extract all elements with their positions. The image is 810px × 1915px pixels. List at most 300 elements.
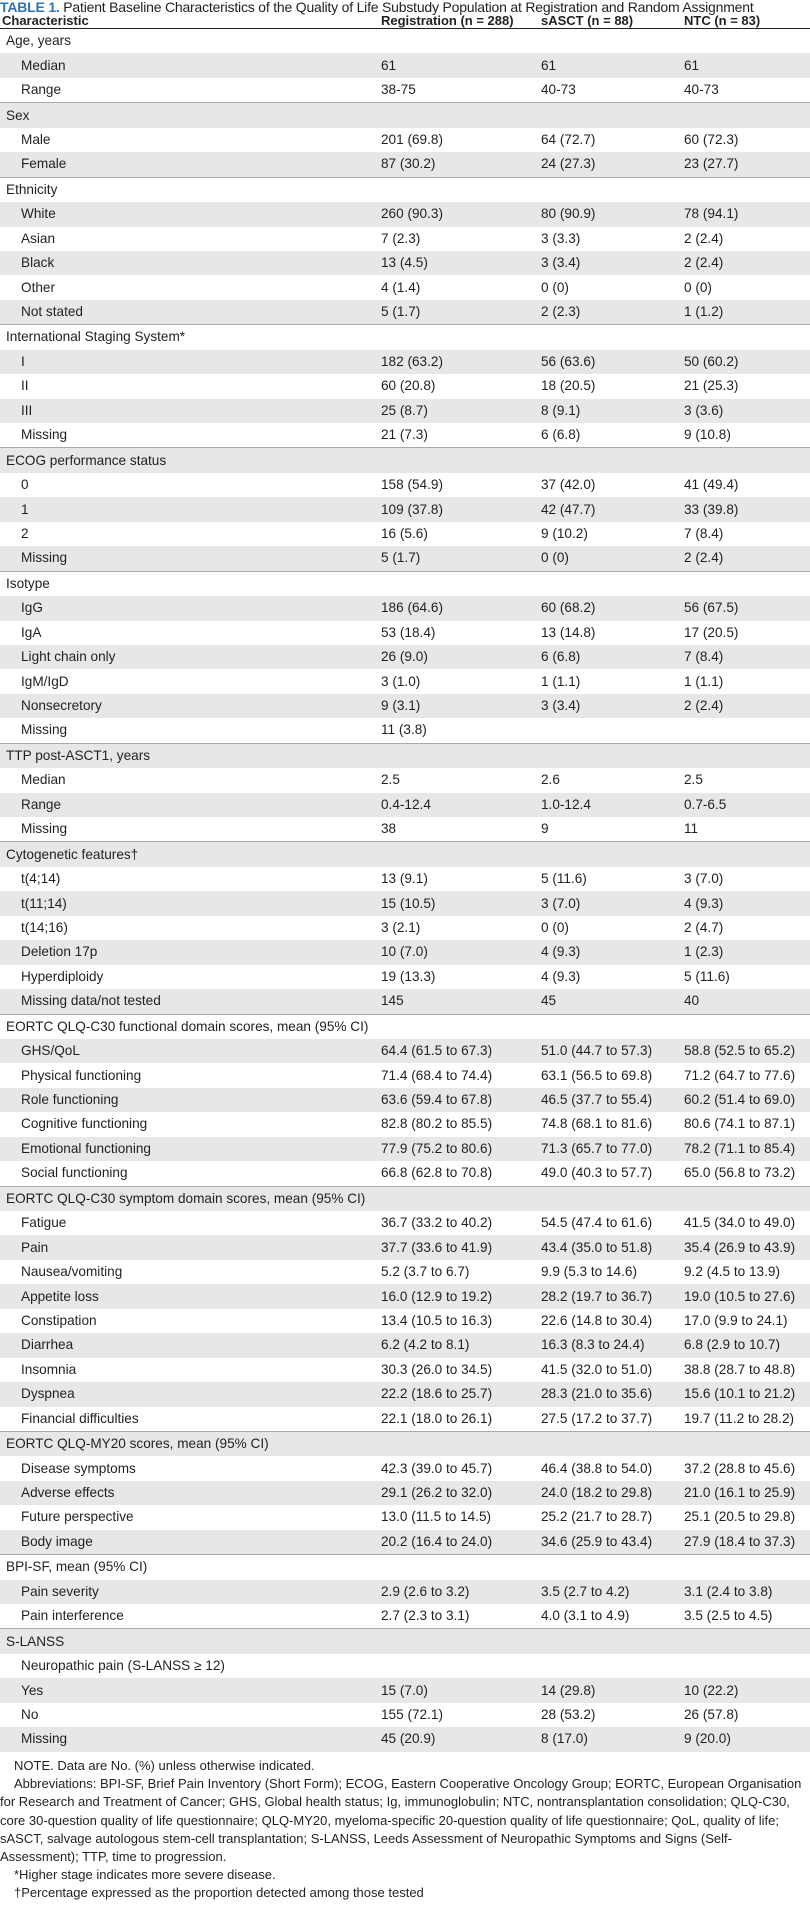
row-label: II: [21, 378, 29, 394]
ntc-cell: 61: [669, 53, 810, 77]
row-label: 1: [0, 497, 374, 521]
row-label: I: [0, 350, 374, 374]
registration-cell: 2.5: [381, 772, 400, 788]
section-label: Sex: [0, 103, 374, 128]
sasct-cell: 42 (47.7): [534, 497, 669, 521]
sasct-cell: 0 (0): [534, 546, 669, 571]
ntc-cell: 78.2 (71.1 to 85.4): [669, 1137, 810, 1161]
table-notes: [0, 1757, 810, 1903]
row-label: Nausea/vomiting: [21, 1264, 123, 1280]
ntc-cell: 7 (8.4): [669, 645, 810, 669]
sasct-cell: 22.6 (14.8 to 30.4): [541, 1312, 653, 1328]
row-label: Emotional functioning: [0, 1137, 374, 1161]
sasct-cell: 56 (63.6): [534, 350, 669, 374]
row-label: Missing: [21, 722, 68, 738]
table-title: Patient Baseline Characteristics of the Quality of Life Substudy Population at Registration and Random Assignment: [63, 0, 754, 15]
ntc-cell: 1 (2.3): [669, 940, 810, 964]
registration-cell: [374, 1555, 534, 1580]
registration-cell: 61: [374, 53, 534, 77]
row-label: Missing: [21, 821, 68, 837]
row-label: Missing: [0, 1727, 374, 1751]
row-label: Role functioning: [0, 1088, 374, 1112]
registration-cell: 11 (3.8): [381, 722, 427, 738]
ntc-cell: [669, 1629, 810, 1654]
registration-cell: [374, 1654, 534, 1678]
ntc-cell: 2 (2.4): [669, 546, 810, 571]
table-caption: [0, 0, 810, 14]
sasct-cell: 43.4 (35.0 to 51.8): [534, 1235, 669, 1259]
registration-cell: 15 (10.5): [374, 891, 534, 915]
registration-cell: [374, 1629, 534, 1654]
section-row: [0, 177, 810, 202]
registration-cell: 13 (4.5): [374, 251, 534, 275]
section-row: [0, 1014, 810, 1039]
ntc-cell: 26 (57.8): [684, 1706, 739, 1722]
ntc-cell: 60.2 (51.4 to 69.0): [669, 1088, 810, 1112]
section-label: Ethnicity: [0, 177, 374, 202]
registration-cell: 5 (1.7): [374, 546, 534, 571]
row-label: Insomnia: [21, 1361, 77, 1377]
section-label: EORTC QLQ-C30 functional domain scores, mean (95% CI): [0, 1014, 374, 1039]
table-row: [0, 916, 810, 940]
ntc-cell: 65.0 (56.8 to 73.2): [684, 1165, 796, 1181]
row-label: 0: [21, 477, 29, 493]
table-row: [0, 1703, 810, 1727]
ntc-cell: 41.5 (34.0 to 49.0): [684, 1215, 796, 1231]
sasct-cell: 3 (7.0): [534, 891, 669, 915]
row-label: Range: [21, 82, 62, 98]
ntc-cell: 10 (22.2): [669, 1678, 810, 1702]
registration-cell: [374, 1186, 534, 1211]
registration-cell: 63.6 (59.4 to 67.8): [374, 1088, 534, 1112]
table-row: [0, 1333, 810, 1357]
registration-cell: 53 (18.4): [381, 624, 436, 640]
table-row: [0, 128, 810, 152]
sasct-cell: 1.0-12.4: [534, 793, 669, 817]
table-number: TABLE 1.: [0, 0, 60, 15]
registration-cell: 20.2 (16.4 to 24.0): [374, 1530, 534, 1555]
registration-cell: 10 (7.0): [374, 940, 534, 964]
section-row: [0, 1629, 810, 1654]
table-body: [0, 29, 810, 1752]
registration-cell: 9 (3.1): [374, 694, 534, 718]
table-row: [0, 546, 810, 571]
row-label: Nonsecretory: [0, 694, 374, 718]
table-row: [0, 1309, 810, 1333]
sasct-cell: 71.3 (65.7 to 77.0): [534, 1137, 669, 1161]
sasct-cell: 40-73: [541, 82, 576, 98]
table-row: [0, 1580, 810, 1604]
registration-cell: 37.7 (33.6 to 41.9): [374, 1235, 534, 1259]
ntc-cell: 4 (9.3): [669, 891, 810, 915]
ntc-cell: 9 (10.8): [684, 427, 731, 443]
registration-cell: [374, 1014, 534, 1039]
ntc-cell: 19.0 (10.5 to 27.6): [669, 1284, 810, 1308]
ntc-cell: 21.0 (16.1 to 25.9): [669, 1481, 810, 1505]
sasct-cell: 0 (0): [541, 919, 569, 935]
table-row: [0, 989, 810, 1014]
row-label: Body image: [0, 1530, 374, 1555]
ntc-cell: 71.2 (64.7 to 77.6): [684, 1067, 796, 1083]
ntc-cell: 2 (2.4): [669, 694, 810, 718]
registration-cell: [374, 743, 534, 768]
sasct-cell: 60 (68.2): [534, 596, 669, 620]
section-row: [0, 103, 810, 128]
registration-cell: 15 (7.0): [374, 1678, 534, 1702]
ntc-cell: 38.8 (28.7 to 48.8): [684, 1361, 796, 1377]
sasct-cell: 54.5 (47.4 to 61.6): [541, 1215, 653, 1231]
row-label: Fatigue: [21, 1215, 67, 1231]
row-label: Other: [21, 279, 55, 295]
sasct-cell: 0 (0): [541, 279, 569, 295]
row-label: IgG: [0, 596, 374, 620]
ntc-cell: 56 (67.5): [669, 596, 810, 620]
registration-cell: [374, 325, 534, 350]
registration-cell: 42.3 (39.0 to 45.7): [381, 1460, 493, 1476]
registration-cell: 87 (30.2): [374, 152, 534, 177]
column-header-registration: Registration (n = 288): [374, 14, 534, 29]
registration-cell: [374, 842, 534, 867]
table-row: [0, 53, 810, 77]
table-row: [0, 867, 810, 891]
sasct-cell: [534, 718, 669, 743]
row-label: GHS/QoL: [0, 1039, 374, 1063]
section-row: [0, 842, 810, 867]
sasct-cell: 64 (72.7): [541, 131, 596, 147]
table-row: [0, 1604, 810, 1629]
registration-cell: 201 (69.8): [381, 131, 443, 147]
row-label: t(11;14): [0, 891, 374, 915]
ntc-cell: 17 (20.5): [684, 624, 739, 640]
ntc-cell: [669, 1014, 810, 1039]
section-row: [0, 1431, 810, 1456]
ntc-cell: 1 (1.2): [669, 300, 810, 325]
sasct-cell: 24 (27.3): [534, 152, 669, 177]
sasct-cell: 9.9 (5.3 to 14.6): [541, 1264, 637, 1280]
sasct-cell: [534, 177, 669, 202]
ntc-cell: [669, 29, 810, 54]
registration-cell: 5 (1.7): [374, 300, 534, 325]
registration-cell: [374, 571, 534, 596]
registration-cell: 16 (5.6): [381, 525, 428, 541]
sasct-cell: 63.1 (56.5 to 69.8): [541, 1067, 653, 1083]
table-row: [0, 300, 810, 325]
table-row: [0, 1358, 810, 1382]
sasct-cell: 3 (3.3): [541, 230, 581, 246]
registration-cell: 82.8 (80.2 to 85.5): [381, 1116, 493, 1132]
section-label: S-LANSS: [0, 1629, 374, 1654]
registration-cell: 186 (64.6): [374, 596, 534, 620]
table-row: [0, 374, 810, 398]
row-label: Neuropathic pain (S-LANSS ≥ 12): [21, 1658, 225, 1674]
row-label: Adverse effects: [0, 1481, 374, 1505]
registration-cell: 2.9 (2.6 to 3.2): [374, 1580, 534, 1604]
ntc-cell: [669, 842, 810, 867]
table-row: [0, 768, 810, 792]
row-label: IgM/IgD: [21, 673, 69, 689]
sasct-cell: [534, 1014, 669, 1039]
sasct-cell: 14 (29.8): [534, 1678, 669, 1702]
registration-cell: 13.4 (10.5 to 16.3): [381, 1312, 493, 1328]
column-header-ntc: NTC (n = 83): [669, 14, 810, 29]
sasct-cell: [534, 1431, 669, 1456]
ntc-cell: 33 (39.8): [669, 497, 810, 521]
sasct-cell: 2.6: [541, 772, 560, 788]
section-label: BPI-SF, mean (95% CI): [0, 1555, 374, 1580]
ntc-cell: [669, 718, 810, 743]
ntc-cell: 50 (60.2): [669, 350, 810, 374]
table-row: [0, 251, 810, 275]
table-row: [0, 1382, 810, 1406]
ntc-cell: 2 (2.4): [669, 251, 810, 275]
sasct-cell: 4 (9.3): [534, 940, 669, 964]
table-row: [0, 202, 810, 226]
sasct-cell: [534, 29, 669, 54]
ntc-cell: 6.8 (2.9 to 10.7): [669, 1333, 810, 1357]
section-row: [0, 29, 810, 54]
registration-cell: [374, 1431, 534, 1456]
registration-cell: 5.2 (3.7 to 6.7): [381, 1264, 470, 1280]
row-label: Not stated: [0, 300, 374, 325]
ntc-cell: 11: [684, 821, 699, 837]
ntc-cell: 41 (49.4): [684, 477, 739, 493]
ntc-cell: 5 (11.6): [684, 968, 730, 984]
sasct-cell: [534, 325, 669, 350]
sasct-cell: 4.0 (3.1 to 4.9): [541, 1608, 630, 1624]
ntc-cell: 35.4 (26.9 to 43.9): [669, 1235, 810, 1259]
ntc-cell: 40: [669, 989, 810, 1014]
row-label: Light chain only: [0, 645, 374, 669]
row-label: Diarrhea: [0, 1333, 374, 1357]
ntc-cell: 9.2 (4.5 to 13.9): [684, 1264, 780, 1280]
sasct-cell: 27.5 (17.2 to 37.7): [541, 1410, 653, 1426]
sasct-cell: 9 (10.2): [541, 525, 588, 541]
sasct-cell: [534, 1555, 669, 1580]
sasct-cell: [534, 448, 669, 473]
sasct-cell: 34.6 (25.9 to 43.4): [534, 1530, 669, 1555]
sasct-cell: 80 (90.9): [534, 202, 669, 226]
section-label: Cytogenetic features†: [0, 842, 374, 867]
sasct-cell: 1 (1.1): [541, 673, 581, 689]
ntc-cell: [669, 743, 810, 768]
sasct-cell: [534, 1629, 669, 1654]
section-row: [0, 1186, 810, 1211]
registration-cell: 21 (7.3): [381, 427, 428, 443]
row-label: Asian: [21, 230, 56, 246]
sasct-cell: 61: [534, 53, 669, 77]
sasct-cell: 49.0 (40.3 to 57.7): [541, 1165, 653, 1181]
row-label: Missing data/not tested: [0, 989, 374, 1014]
registration-cell: 4 (1.4): [381, 279, 421, 295]
table-row: [0, 350, 810, 374]
section-label: ECOG performance status: [0, 448, 374, 473]
table-header-row: [0, 14, 810, 29]
table-row: [0, 1530, 810, 1555]
table-row: [0, 793, 810, 817]
table-row: [0, 669, 810, 693]
table-row: [0, 645, 810, 669]
table-row: [0, 78, 810, 103]
registration-cell: 16.0 (12.9 to 19.2): [374, 1284, 534, 1308]
table-row: [0, 1505, 810, 1529]
ntc-cell: 3.1 (2.4 to 3.8): [669, 1580, 810, 1604]
registration-cell: 19 (13.3): [381, 968, 436, 984]
sasct-cell: [534, 842, 669, 867]
registration-cell: 66.8 (62.8 to 70.8): [381, 1165, 493, 1181]
ntc-cell: 80.6 (74.1 to 87.1): [684, 1116, 796, 1132]
row-label: Missing: [0, 546, 374, 571]
table-row: [0, 1654, 810, 1678]
registration-cell: 60 (20.8): [381, 378, 436, 394]
section-label: EORTC QLQ-MY20 scores, mean (95% CI): [0, 1431, 374, 1456]
section-label: Isotype: [0, 571, 374, 596]
row-label: Physical functioning: [21, 1067, 142, 1083]
registration-cell: 64.4 (61.5 to 67.3): [374, 1039, 534, 1063]
sasct-cell: 28.2 (19.7 to 36.7): [534, 1284, 669, 1308]
registration-cell: 260 (90.3): [374, 202, 534, 226]
table-row: [0, 1137, 810, 1161]
row-label: Hyperdiploidy: [21, 968, 104, 984]
registration-cell: 13 (9.1): [381, 871, 428, 887]
sasct-cell: 3.5 (2.7 to 4.2): [534, 1580, 669, 1604]
row-label: Pain severity: [0, 1580, 374, 1604]
section-label: EORTC QLQ-C30 symptom domain scores, mean (95% CI): [0, 1186, 374, 1211]
sasct-cell: [534, 571, 669, 596]
ntc-cell: 37.2 (28.8 to 45.6): [684, 1460, 796, 1476]
ntc-cell: 40-73: [684, 82, 719, 98]
section-row: [0, 325, 810, 350]
row-label: Cognitive functioning: [21, 1116, 148, 1132]
section-row: [0, 448, 810, 473]
table-row: [0, 522, 810, 546]
sasct-cell: 74.8 (68.1 to 81.6): [541, 1116, 653, 1132]
table-row: [0, 1481, 810, 1505]
section-row: [0, 1555, 810, 1580]
ntc-cell: [669, 1431, 810, 1456]
ntc-cell: 58.8 (52.5 to 65.2): [669, 1039, 810, 1063]
sasct-cell: 46.4 (38.8 to 54.0): [541, 1460, 653, 1476]
registration-cell: 109 (37.8): [374, 497, 534, 521]
ntc-cell: 23 (27.7): [669, 152, 810, 177]
ntc-cell: [669, 571, 810, 596]
ntc-cell: 60 (72.3): [684, 131, 739, 147]
registration-cell: 6.2 (4.2 to 8.1): [374, 1333, 534, 1357]
ntc-cell: 7 (8.4): [684, 525, 724, 541]
sasct-cell: 28.3 (21.0 to 35.6): [534, 1382, 669, 1406]
sasct-cell: 28 (53.2): [541, 1706, 596, 1722]
table-row: [0, 1678, 810, 1702]
table-row: [0, 891, 810, 915]
sasct-cell: 6 (6.8): [541, 427, 581, 443]
registration-cell: 7 (2.3): [381, 230, 421, 246]
registration-cell: [374, 29, 534, 54]
row-label: Black: [0, 251, 374, 275]
ntc-cell: [669, 325, 810, 350]
row-label: Pain interference: [21, 1608, 124, 1624]
registration-cell: 3 (2.1): [381, 919, 421, 935]
table-row: [0, 1063, 810, 1087]
registration-cell: 13.0 (11.5 to 14.5): [381, 1509, 492, 1525]
ntc-cell: 3 (7.0): [684, 871, 724, 887]
ntc-cell: 2 (2.4): [684, 230, 724, 246]
row-label: Constipation: [21, 1312, 97, 1328]
table-row: [0, 621, 810, 645]
ntc-cell: 3 (3.6): [669, 399, 810, 423]
ntc-cell: 1 (1.1): [684, 673, 724, 689]
row-label: IgA: [21, 624, 42, 640]
row-label: Future perspective: [21, 1509, 134, 1525]
sasct-cell: 2 (2.3): [534, 300, 669, 325]
ntc-cell: [669, 177, 810, 202]
row-label: 2: [21, 525, 29, 541]
registration-cell: 38-75: [381, 82, 416, 98]
registration-cell: 145: [374, 989, 534, 1014]
table-row: [0, 497, 810, 521]
sasct-cell: 3 (3.4): [534, 251, 669, 275]
ntc-cell: 19.7 (11.2 to 28.2): [684, 1410, 795, 1426]
registration-cell: 22.2 (18.6 to 25.7): [374, 1382, 534, 1406]
table-row: [0, 399, 810, 423]
ntc-cell: [669, 103, 810, 128]
registration-cell: 0.4-12.4: [374, 793, 534, 817]
registration-cell: 3 (1.0): [381, 673, 421, 689]
row-label: Median: [0, 53, 374, 77]
table-row: [0, 1727, 810, 1751]
ntc-cell: 9 (20.0): [669, 1727, 810, 1751]
table-row: [0, 596, 810, 620]
table-row: [0, 1260, 810, 1284]
sasct-cell: 16.3 (8.3 to 24.4): [534, 1333, 669, 1357]
table-row: [0, 1112, 810, 1136]
sasct-cell: 18 (20.5): [541, 378, 596, 394]
row-label: Dyspnea: [0, 1382, 374, 1406]
ntc-cell: 78 (94.1): [669, 202, 810, 226]
registration-cell: [374, 177, 534, 202]
registration-cell: 22.1 (18.0 to 26.1): [381, 1410, 493, 1426]
table-row: [0, 275, 810, 299]
column-header-characteristic: Characteristic: [0, 14, 374, 29]
ntc-cell: [669, 448, 810, 473]
table-row: [0, 1284, 810, 1308]
sasct-cell: 9: [541, 821, 549, 837]
registration-cell: 25 (8.7): [374, 399, 534, 423]
table-row: [0, 473, 810, 497]
row-label: Female: [0, 152, 374, 177]
registration-cell: 155 (72.1): [381, 1706, 443, 1722]
row-label: t(4;14): [21, 871, 61, 887]
sasct-cell: 13 (14.8): [541, 624, 596, 640]
registration-cell: 26 (9.0): [374, 645, 534, 669]
ntc-cell: 27.9 (18.4 to 37.3): [669, 1530, 810, 1555]
registration-cell: 71.4 (68.4 to 74.4): [381, 1067, 493, 1083]
sasct-cell: [534, 1186, 669, 1211]
registration-cell: 29.1 (26.2 to 32.0): [374, 1481, 534, 1505]
section-label: TTP post-ASCT1, years: [0, 743, 374, 768]
table-row: [0, 718, 810, 743]
registration-cell: 36.7 (33.2 to 40.2): [381, 1215, 493, 1231]
row-label: Pain: [0, 1235, 374, 1259]
sasct-cell: 46.5 (37.7 to 55.4): [534, 1088, 669, 1112]
table-row: [0, 1211, 810, 1235]
row-label: Male: [21, 131, 51, 147]
row-label: Social functioning: [21, 1165, 128, 1181]
sasct-cell: 3 (3.4): [534, 694, 669, 718]
registration-cell: 38: [381, 821, 397, 837]
table-row: [0, 227, 810, 251]
ntc-cell: 3.5 (2.5 to 4.5): [684, 1608, 773, 1624]
row-label: Disease symptoms: [21, 1460, 136, 1476]
ntc-cell: 17.0 (9.9 to 24.1): [684, 1312, 788, 1328]
